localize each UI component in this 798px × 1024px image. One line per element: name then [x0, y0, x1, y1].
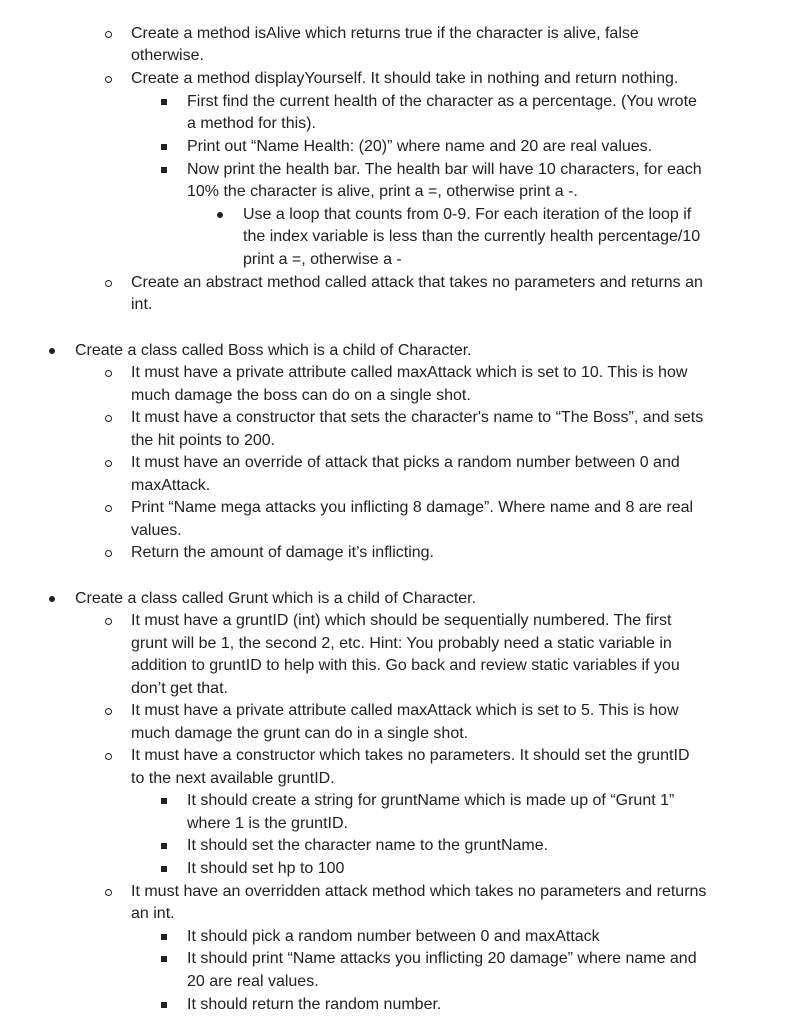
text-line: maxAttack. — [131, 477, 211, 494]
text-line: 10% the character is alive, print a =, otherwise print a -. — [187, 183, 578, 200]
text-line: an int. — [131, 905, 175, 922]
text-line: 20 are real values. — [187, 973, 319, 990]
bullet-circle-icon — [101, 497, 115, 520]
bullet-circle-icon — [101, 610, 115, 633]
text-line: It should set hp to 100 — [187, 860, 345, 877]
text-line: Create a class called Grunt which is a child of Character. — [75, 590, 477, 607]
text-line: It must have an override of attack that picks a random number between 0 and — [131, 454, 680, 471]
bullet-disc-icon — [213, 204, 227, 227]
text-line: values. — [131, 522, 182, 539]
text-line: It must have an overridden attack method which takes no parameters and returns — [131, 883, 707, 900]
text-line: the hit points to 200. — [131, 432, 276, 449]
bullet-square-icon — [157, 835, 171, 858]
text-line: the index variable is less than the currently health percentage/10 — [243, 228, 701, 245]
bullet-disc-icon — [45, 588, 59, 611]
text-line: It must have a constructor which takes no parameters. It should set the gruntID — [131, 747, 690, 764]
bullet-circle-icon — [101, 542, 115, 565]
text-line: don’t get that. — [131, 680, 228, 697]
bullet-circle-icon — [101, 452, 115, 475]
bullet-circle-icon — [101, 407, 115, 430]
text-line: to the next available gruntID. — [131, 770, 335, 787]
text-line: It should set the character name to the gruntName. — [187, 837, 549, 854]
bullet-square-icon — [157, 136, 171, 159]
bullet-square-icon — [157, 926, 171, 949]
bullet-square-icon — [157, 790, 171, 813]
bullet-square-icon — [157, 948, 171, 971]
text-line: addition to gruntID to help with this. Go back and review static variables if you — [131, 657, 680, 674]
text-line: Create an abstract method called attack that takes no parameters and returns an — [131, 274, 703, 291]
text-line: It must have a gruntID (int) which should be sequentially numbered. The first — [131, 612, 672, 629]
text-line: First find the current health of the character as a percentage. (You wrote — [187, 93, 697, 110]
text-line: It must have a private attribute called maxAttack which is set to 5. This is how — [131, 702, 679, 719]
text-line: Print out “Name Health: (20)” where name and 20 are real values. — [187, 138, 653, 155]
text-line: Create a class called Boss which is a child of Character. — [75, 342, 472, 359]
text-line: It should pick a random number between 0 and maxAttack — [187, 928, 600, 945]
text-line: It should print “Name attacks you inflicting 20 damage” where name and — [187, 950, 697, 967]
text-line: much damage the grunt can do in a single shot. — [131, 725, 469, 742]
bullet-square-icon — [157, 994, 171, 1017]
text-line: It should return the random number. — [187, 996, 442, 1013]
text-line: Create a method isAlive which returns true if the character is alive, false — [131, 25, 639, 42]
text-line: int. — [131, 296, 153, 313]
text-line: much damage the boss can do on a single shot. — [131, 387, 471, 404]
bullet-circle-icon — [101, 68, 115, 91]
text-line: where 1 is the gruntID. — [187, 815, 348, 832]
text-line: It should create a string for gruntName which is made up of “Grunt 1” — [187, 792, 675, 809]
bullet-circle-icon — [101, 745, 115, 768]
bullet-circle-icon — [101, 700, 115, 723]
text-line: It must have a private attribute called maxAttack which is set to 10. This is how — [131, 364, 688, 381]
bullet-square-icon — [157, 91, 171, 114]
text-line: Now print the health bar. The health bar will have 10 characters, for each — [187, 161, 702, 178]
bullet-square-icon — [157, 858, 171, 881]
bullet-circle-icon — [101, 23, 115, 46]
text-line: Print “Name mega attacks you inflicting 8 damage”. Where name and 8 are real — [131, 499, 694, 516]
bullet-circle-icon — [101, 272, 115, 295]
bullet-disc-icon — [45, 340, 59, 363]
bullet-circle-icon — [101, 881, 115, 904]
text-line: Use a loop that counts from 0-9. For each iteration of the loop if — [243, 206, 692, 223]
bullet-circle-icon — [101, 362, 115, 385]
text-line: Create a method displayYourself. It should take in nothing and return nothing. — [131, 70, 679, 87]
bullet-square-icon — [157, 159, 171, 182]
text-line: otherwise. — [131, 47, 204, 64]
text-line: print a =, otherwise a - — [243, 251, 402, 268]
text-line: a method for this). — [187, 115, 316, 132]
text-line: It must have a constructor that sets the character's name to “The Boss”, and sets — [131, 409, 704, 426]
text-line: Return the amount of damage it’s inflicting. — [131, 544, 434, 561]
text-line: grunt will be 1, the second 2, etc. Hint: You probably need a static variable in — [131, 635, 672, 652]
